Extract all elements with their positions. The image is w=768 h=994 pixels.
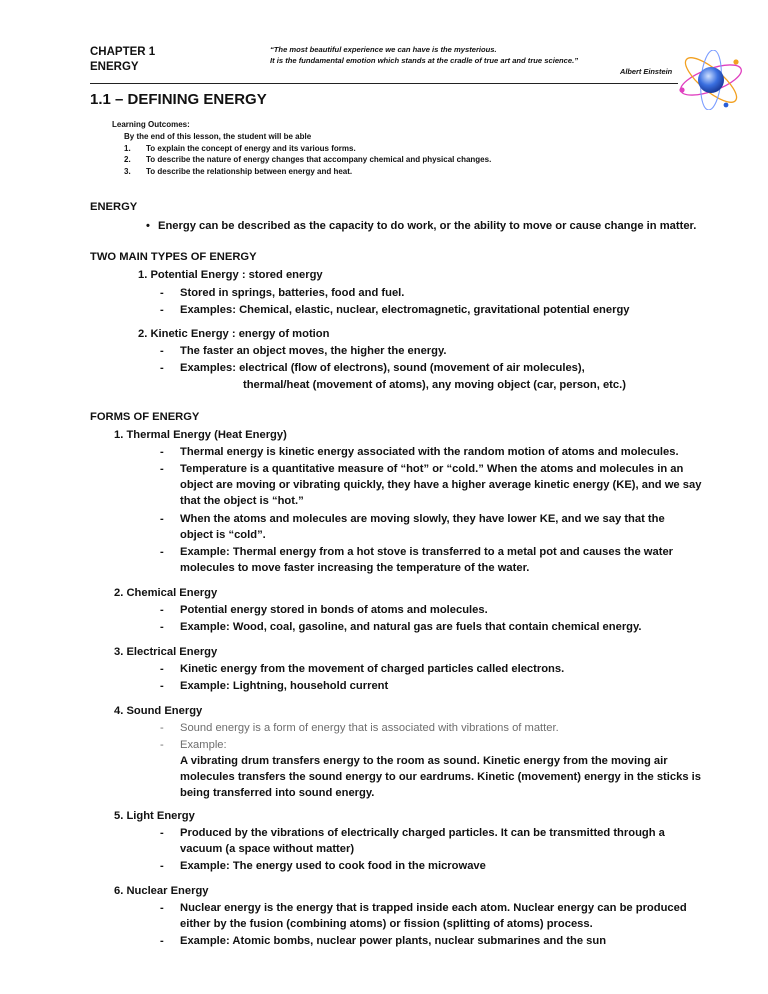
thermal-point-b-line-1: Temperature is a quantitative measure of “hot” or “cold.” When the atoms and molecules in an: [180, 463, 684, 475]
atom-icon: [676, 50, 746, 110]
chemical-example: Example: Wood, coal, gasoline, and natural gas are fuels that contain chemical energy.: [180, 621, 642, 633]
thermal-example-line-2: molecules to move faster increasing the temperature of the water.: [180, 562, 530, 574]
light-point-line-2: vacuum (a space without matter): [180, 843, 355, 855]
energy-definition: Energy can be described as the capacity to do work, or the ability to move or cause change in matter.: [158, 220, 697, 232]
dash: -: [160, 304, 164, 316]
two-types-heading: TWO MAIN TYPES OF ENERGY: [90, 251, 257, 263]
sound-example-line-1: A vibrating drum transfers energy to the room as sound. Kinetic energy from the moving air: [180, 755, 668, 767]
thermal-point-b-line-3: that the object is “hot.”: [180, 495, 304, 507]
nuclear-energy-title: 6. Nuclear Energy: [114, 885, 209, 897]
electrical-energy-title: 3. Electrical Energy: [114, 646, 218, 658]
dash: -: [160, 860, 164, 872]
header-divider: [90, 83, 678, 84]
sound-example-line-2: molecules transfers the sound energy to our eardrums. Kinetic (movement) energy in the sticks is: [180, 771, 701, 783]
dash: -: [160, 362, 164, 374]
dash: -: [160, 604, 164, 616]
outcome-item: 3. To describe the relationship between energy and heat.: [124, 167, 353, 177]
thermal-point-c-line-2: object is “cold”.: [180, 529, 266, 541]
chemical-energy-title: 2. Chemical Energy: [114, 587, 218, 599]
kinetic-example-line-1: Examples: electrical (flow of electrons), sound (movement of air molecules),: [180, 362, 585, 374]
forms-heading: FORMS OF ENERGY: [90, 411, 200, 423]
nuclear-example: Example: Atomic bombs, nuclear power plants, nuclear submarines and the sun: [180, 935, 607, 947]
quote-line-1: “The most beautiful experience we can have is the mysterious.: [270, 45, 497, 54]
learning-outcomes-intro: By the end of this lesson, the student will be able: [124, 131, 312, 141]
sound-energy-title: 4. Sound Energy: [114, 705, 203, 717]
dash: -: [160, 287, 164, 299]
electrical-point: Kinetic energy from the movement of charged particles called electrons.: [180, 663, 565, 675]
quote-author: Albert Einstein: [620, 67, 673, 76]
light-energy-title: 5. Light Energy: [114, 810, 195, 822]
quote-line-2: It is the fundamental emotion which stands at the cradle of true art and true science.”: [270, 56, 579, 65]
dash: -: [160, 902, 164, 914]
sound-example-line-3: being transferred into sound energy.: [180, 787, 375, 799]
dash: -: [160, 663, 164, 675]
dash: -: [160, 513, 164, 525]
dash: -: [160, 827, 164, 839]
chapter-number: CHAPTER 1: [90, 46, 156, 58]
dash: -: [160, 621, 164, 633]
kinetic-point: The faster an object moves, the higher the energy.: [180, 345, 447, 357]
chapter-title: ENERGY: [90, 61, 139, 73]
potential-energy-title: 1. Potential Energy : stored energy: [138, 269, 323, 281]
light-example: Example: The energy used to cook food in the microwave: [180, 860, 486, 872]
thermal-point-b-line-2: object are moving or vibrating quickly, they have a higher average kinetic energy (KE), and we say: [180, 479, 702, 491]
dash: -: [160, 345, 164, 357]
dash: -: [160, 739, 164, 751]
electrical-example: Example: Lightning, household current: [180, 680, 389, 692]
light-point-line-1: Produced by the vibrations of electrically charged particles. It can be transmitted through a: [180, 827, 665, 839]
dash: -: [160, 546, 164, 558]
thermal-example-line-1: Example: Thermal energy from a hot stove is transferred to a metal pot and causes the water: [180, 546, 674, 558]
einstein-quote: [270, 44, 610, 66]
nuclear-point-line-2: either by the fusion (combining atoms) or fission (splitting of atoms) process.: [180, 918, 593, 930]
thermal-energy-title: 1. Thermal Energy (Heat Energy): [114, 429, 287, 441]
potential-example: Examples: Chemical, elastic, nuclear, electromagnetic, gravitational potential energy: [180, 304, 630, 316]
dash: -: [160, 446, 164, 458]
outcome-item: 1. To explain the concept of energy and its various forms.: [124, 143, 356, 153]
energy-heading: ENERGY: [90, 201, 138, 213]
outcome-item: 2. To describe the nature of energy changes that accompany chemical and physical changes.: [124, 155, 492, 165]
thermal-point-c-line-1: When the atoms and molecules are moving slowly, they have lower KE, and we say that the: [180, 513, 665, 525]
dash: -: [160, 680, 164, 692]
potential-point: Stored in springs, batteries, food and fuel.: [180, 287, 405, 299]
chapter-heading: [90, 45, 155, 75]
kinetic-energy-title: 2. Kinetic Energy : energy of motion: [138, 328, 330, 340]
learning-outcomes-label: Learning Outcomes:: [112, 120, 190, 129]
sound-point: Sound energy is a form of energy that is associated with vibrations of matter.: [180, 722, 559, 734]
kinetic-example-line-2: thermal/heat (movement of atoms), any moving object (car, person, etc.): [243, 379, 626, 391]
section-title: 1.1 – DEFINING ENERGY: [90, 91, 267, 108]
bullet-icon: •: [146, 220, 150, 232]
dash: -: [160, 935, 164, 947]
chemical-point: Potential energy stored in bonds of atoms and molecules.: [180, 604, 488, 616]
dash: -: [160, 722, 164, 734]
dash: -: [160, 463, 164, 475]
nuclear-point-line-1: Nuclear energy is the energy that is trapped inside each atom. Nuclear energy can be produced: [180, 902, 687, 914]
learning-outcomes: [112, 119, 612, 178]
thermal-point-a: Thermal energy is kinetic energy associated with the random motion of atoms and molecules.: [180, 446, 679, 458]
sound-example-label: Example:: [180, 739, 227, 751]
